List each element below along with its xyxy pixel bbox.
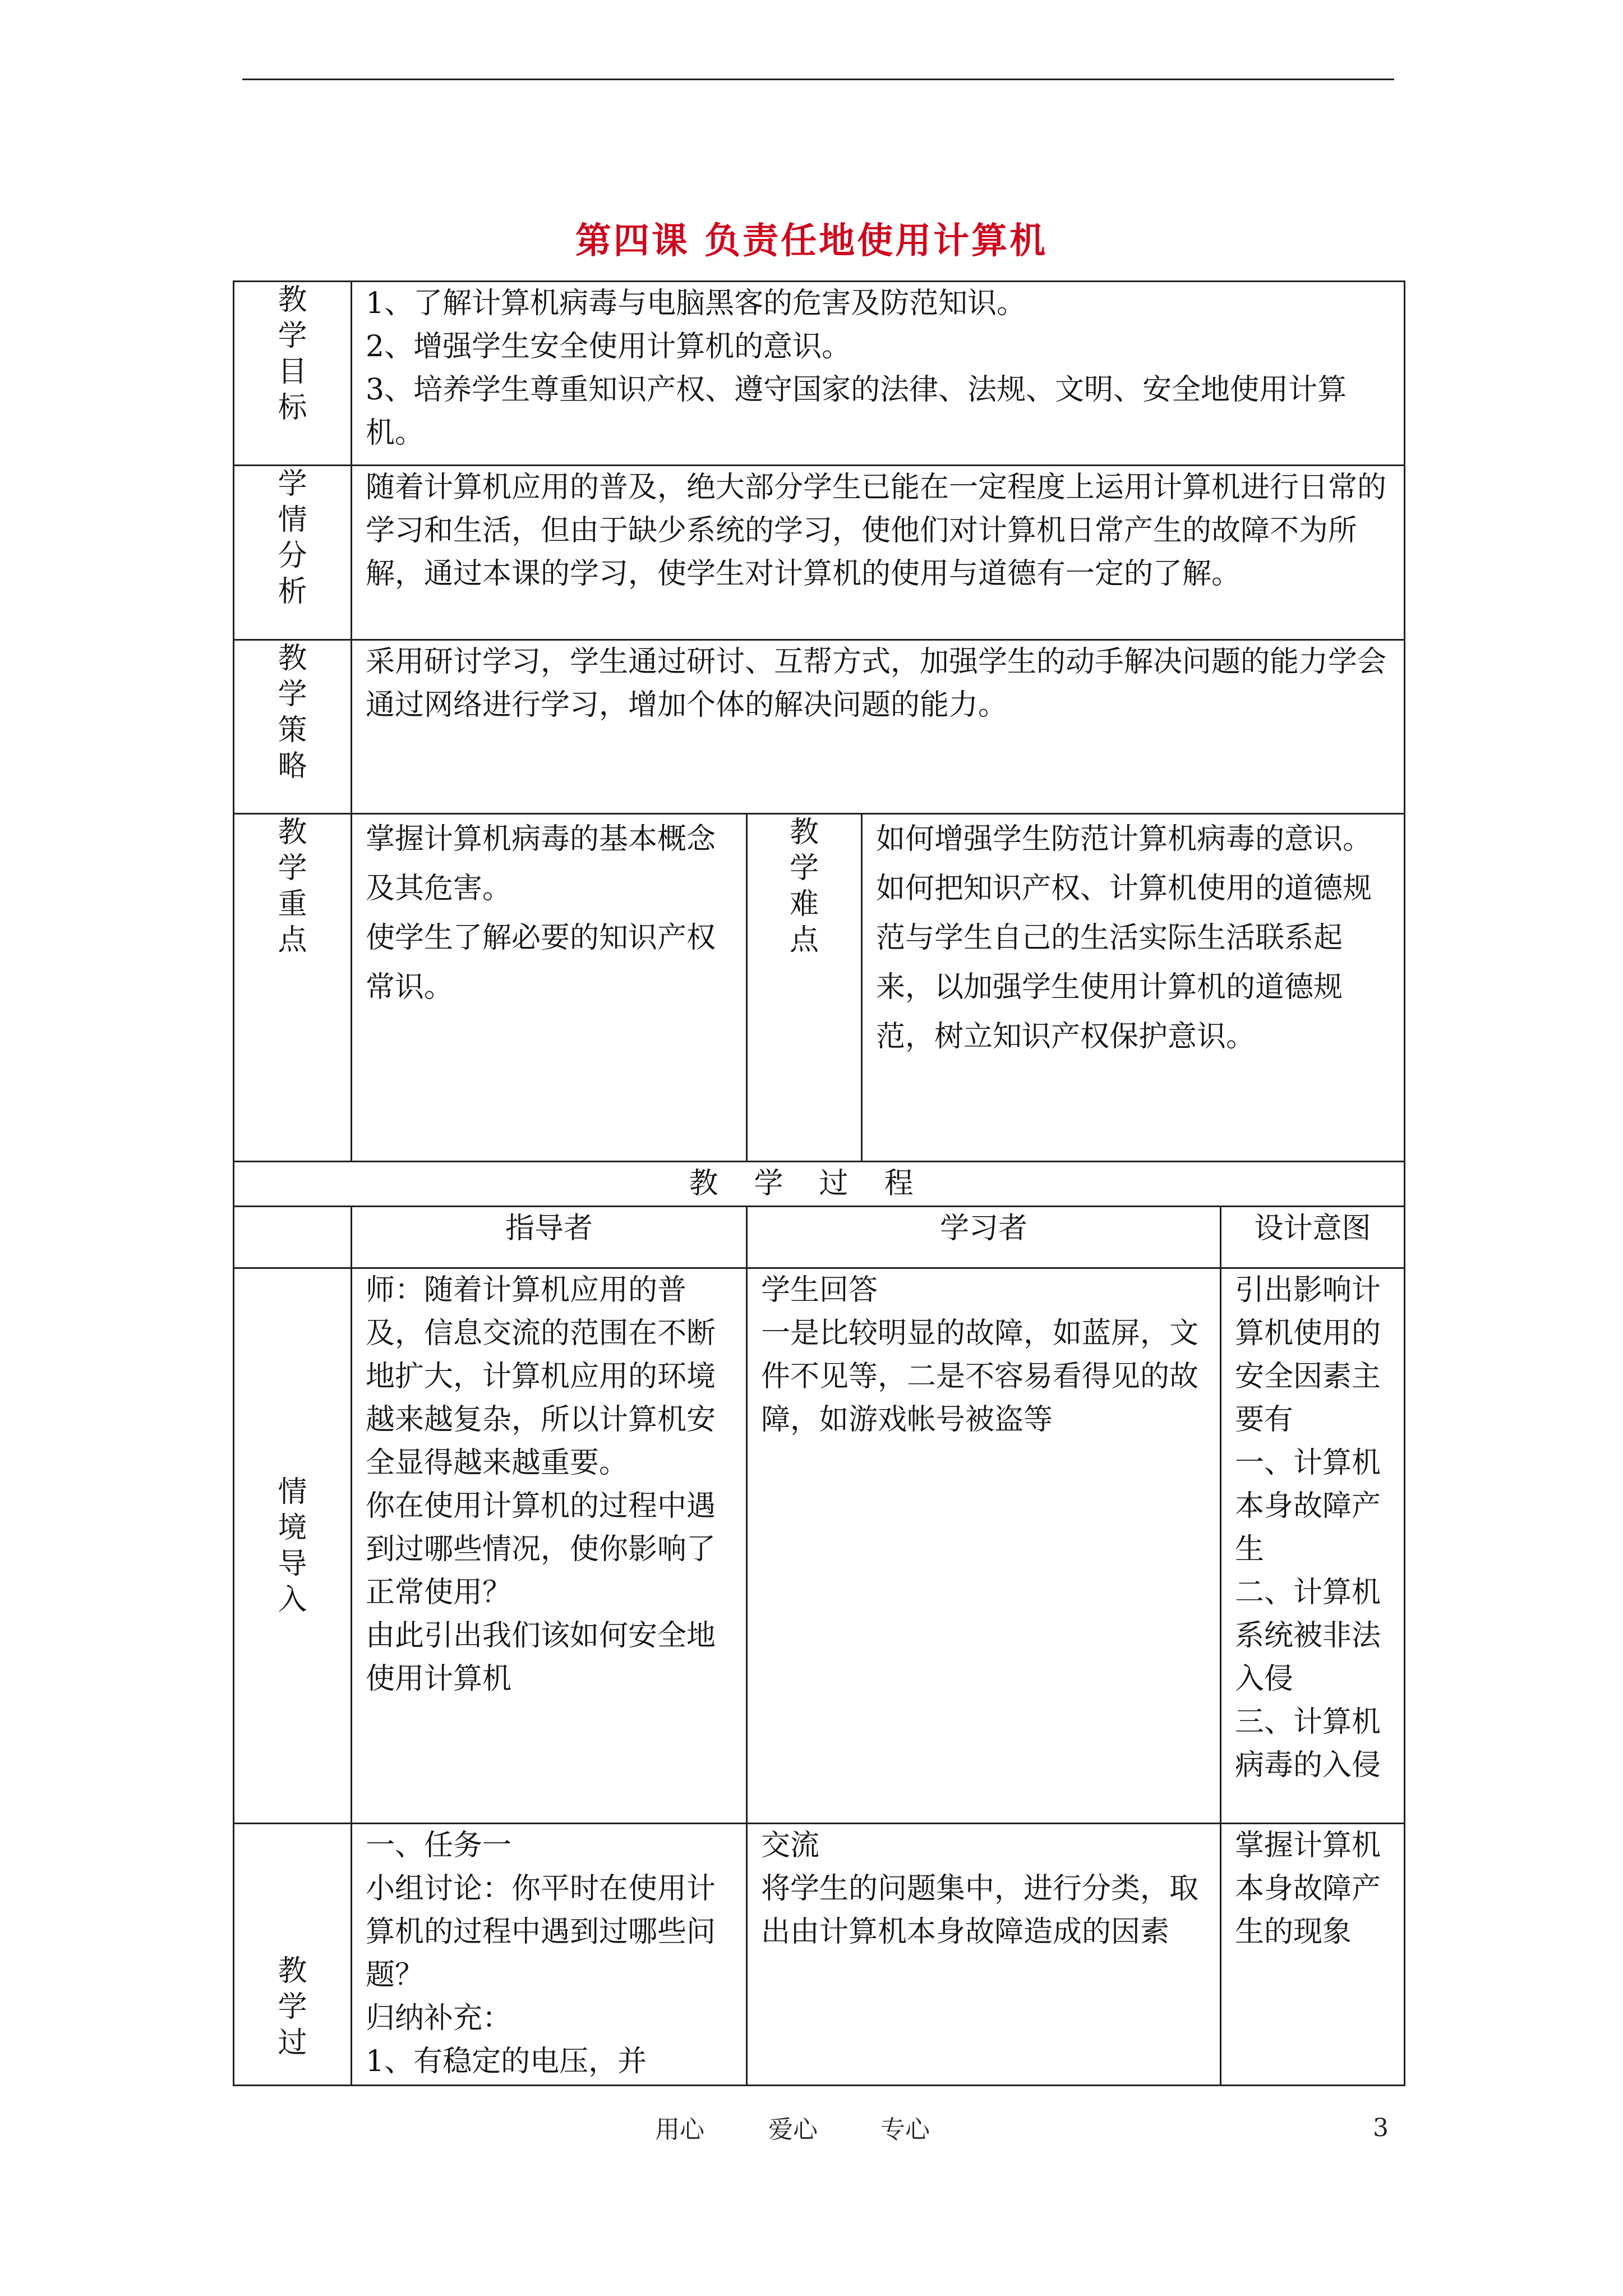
situation-row <box>234 1268 1405 1824</box>
teaching-process-row <box>234 1824 1405 2086</box>
difficulties-label: 教学难点 <box>747 814 862 1162</box>
strategy-row <box>234 640 1405 814</box>
column-header-learner: 学习者 <box>747 1207 1221 1268</box>
column-header-guide: 指导者 <box>352 1207 747 1268</box>
footer-left-text: 用心 <box>655 2115 704 2144</box>
situation-design: 引出影响计算机使用的安全因素主要有 一、计算机本身故障产生 二、计算机系统被非法入侵 三、计算机病毒的入侵 <box>1221 1268 1405 1824</box>
teaching-process-guide: 一、任务一 小组讨论：你平时在使用计算机的过程中遇到过哪些问题？ 归纳补充： 1、有稳定的电压，并 <box>352 1824 747 2086</box>
goals-content: 1、了解计算机病毒与电脑黑客的危害及防范知识。 2、增强学生安全使用计算机的意识。 3、培养学生尊重知识产权、遵守国家的法律、法规、文明、安全地使用计算机。 <box>352 282 1405 466</box>
column-header-design: 设计意图 <box>1221 1207 1405 1268</box>
analysis-row <box>234 466 1405 640</box>
column-header-blank <box>234 1207 352 1268</box>
strategy-label: 教学策略 <box>234 640 352 814</box>
page-number: 3 <box>1373 2114 1389 2142</box>
teaching-process-design: 掌握计算机本身故障产生的现象 <box>1221 1824 1405 2086</box>
key-points-content: 掌握计算机病毒的基本概念及其危害。 使学生了解必要的知识产权常识。 <box>352 814 747 1162</box>
analysis-label: 学情分析 <box>234 466 352 640</box>
footer-right-text: 专心 <box>880 2115 930 2144</box>
situation-learner: 学生回答 一是比较明显的故障，如蓝屏，文件不见等，二是不容易看得见的故障，如游戏帐号被盗等 <box>747 1268 1221 1824</box>
page-title: 第四课 负责任地使用计算机 <box>575 220 1048 262</box>
teaching-process-learner: 交流 将学生的问题集中，进行分类，取出由计算机本身故障造成的因素 <box>747 1824 1221 2086</box>
teaching-process-label: 教学过 <box>234 1824 352 2086</box>
situation-guide: 师：随着计算机应用的普及，信息交流的范围在不断地扩大，计算机应用的环境越来越复杂，所以计算机安全显得越来越重要。 你在使用计算机的过程中遇到过哪些情况，使你影响了正常使用？ 由此引出我们该如何安全地使用计算机 <box>352 1268 747 1824</box>
process-header: 教学过程 <box>234 1162 1405 1207</box>
goals-row <box>234 282 1405 466</box>
header-rule <box>242 79 1394 80</box>
footer-middle-text: 爱心 <box>768 2115 818 2144</box>
strategy-content: 采用研讨学习，学生通过研讨、互帮方式，加强学生的动手解决问题的能力学会通过网络进行学习，增加个体的解决问题的能力。 <box>352 640 1405 814</box>
difficulties-content: 如何增强学生防范计算机病毒的意识。 如何把知识产权、计算机使用的道德规范与学生自己的生活实际生活联系起来，以加强学生使用计算机的道德规范，树立知识产权保护意识。 <box>862 814 1405 1162</box>
key-points-label: 教学重点 <box>234 814 352 1162</box>
process-header-row <box>234 1162 1405 1207</box>
column-header-row <box>234 1207 1405 1268</box>
lesson-plan-table <box>233 280 1405 2086</box>
analysis-content: 随着计算机应用的普及，绝大部分学生已能在一定程度上运用计算机进行日常的学习和生活，但由于缺少系统的学习，使他们对计算机日常产生的故障不为所解，通过本课的学习，使学生对计算机的使用与道德有一定的了解。 <box>352 466 1405 640</box>
goals-label: 教学目标 <box>234 282 352 466</box>
key-points-row <box>234 814 1405 1162</box>
situation-label: 情境导入 <box>234 1268 352 1824</box>
